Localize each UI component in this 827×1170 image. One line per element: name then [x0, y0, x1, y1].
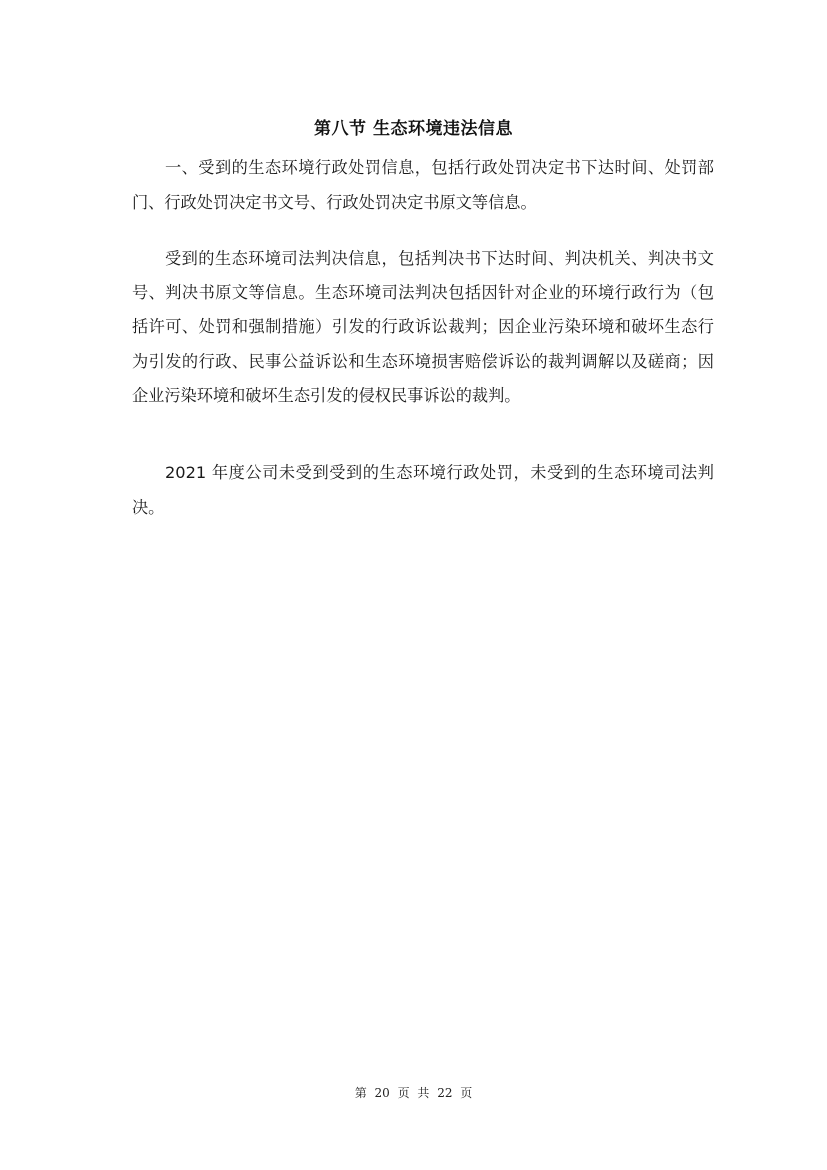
paragraph-annual-statement: 2021 年度公司未受到受到的生态环境行政处罚，未受到的生态环境司法判决。 [132, 463, 714, 517]
paragraph-administrative-penalty: 一、受到的生态环境行政处罚信息，包括行政处罚决定书下达时间、处罚部门、行政处罚决定书文号、行政处罚决定书原文等信息。 [132, 158, 714, 212]
section-title: 第八节 生态环境违法信息 [314, 119, 513, 139]
page-number-footer: 第 20 页 共 22 页 [354, 1086, 473, 1100]
paragraph-judicial-judgment: 受到的生态环境司法判决信息，包括判决书下达时间、判决机关、判决书文号、判决书原文等信息。生态环境司法判决包括因针对企业的环境行政行为（包括许可、处罚和强制措施）引发的行政诉讼裁判；因企业污染环境和破坏生态行为引发的行政、民事公益诉讼和生态环境损害赔偿诉讼的裁判调解以及磋商；因企业污染环境和破坏生态引发的侵权民事诉讼的裁判。 [132, 249, 714, 405]
